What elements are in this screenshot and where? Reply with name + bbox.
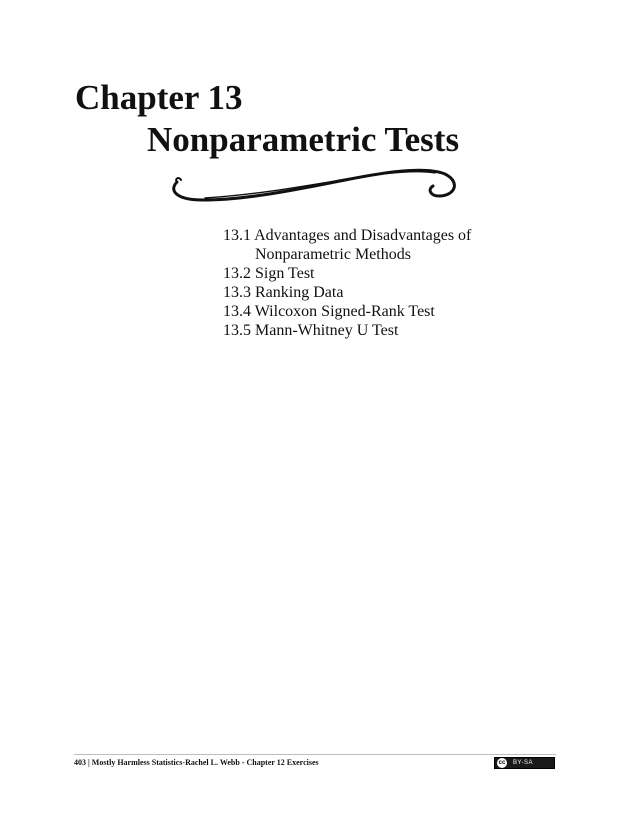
table-of-contents xyxy=(223,226,471,340)
license-label: BY-SA xyxy=(513,760,533,766)
toc-item-label: 13.4 Wilcoxon Signed-Rank Test xyxy=(223,303,435,320)
toc-item-label-continued: Nonparametric Methods xyxy=(255,246,411,263)
toc-item-13-4[interactable] xyxy=(223,302,471,321)
decorative-flourish-icon xyxy=(165,160,465,208)
chapter-title: Nonparametric Tests xyxy=(147,120,460,159)
toc-item-label: 13.5 Mann-Whitney U Test xyxy=(223,322,399,339)
toc-item-label: 13.2 Sign Test xyxy=(223,265,315,282)
license-badge[interactable] xyxy=(494,757,555,769)
creative-commons-icon: cc xyxy=(498,760,506,766)
toc-item-13-1[interactable] xyxy=(223,226,471,264)
footer-text: 403 | Mostly Harmless Statistics-Rachel L. Webb - Chapter 12 Exercises xyxy=(74,758,319,767)
toc-item-13-3[interactable] xyxy=(223,283,471,302)
toc-item-label: 13.1 Advantages and Disadvantages of xyxy=(223,227,472,244)
toc-item-13-5[interactable] xyxy=(223,321,471,340)
footer-divider xyxy=(74,754,556,755)
toc-item-label: 13.3 Ranking Data xyxy=(223,284,344,301)
toc-item-13-2[interactable] xyxy=(223,264,471,283)
chapter-number: Chapter 13 xyxy=(75,78,243,117)
